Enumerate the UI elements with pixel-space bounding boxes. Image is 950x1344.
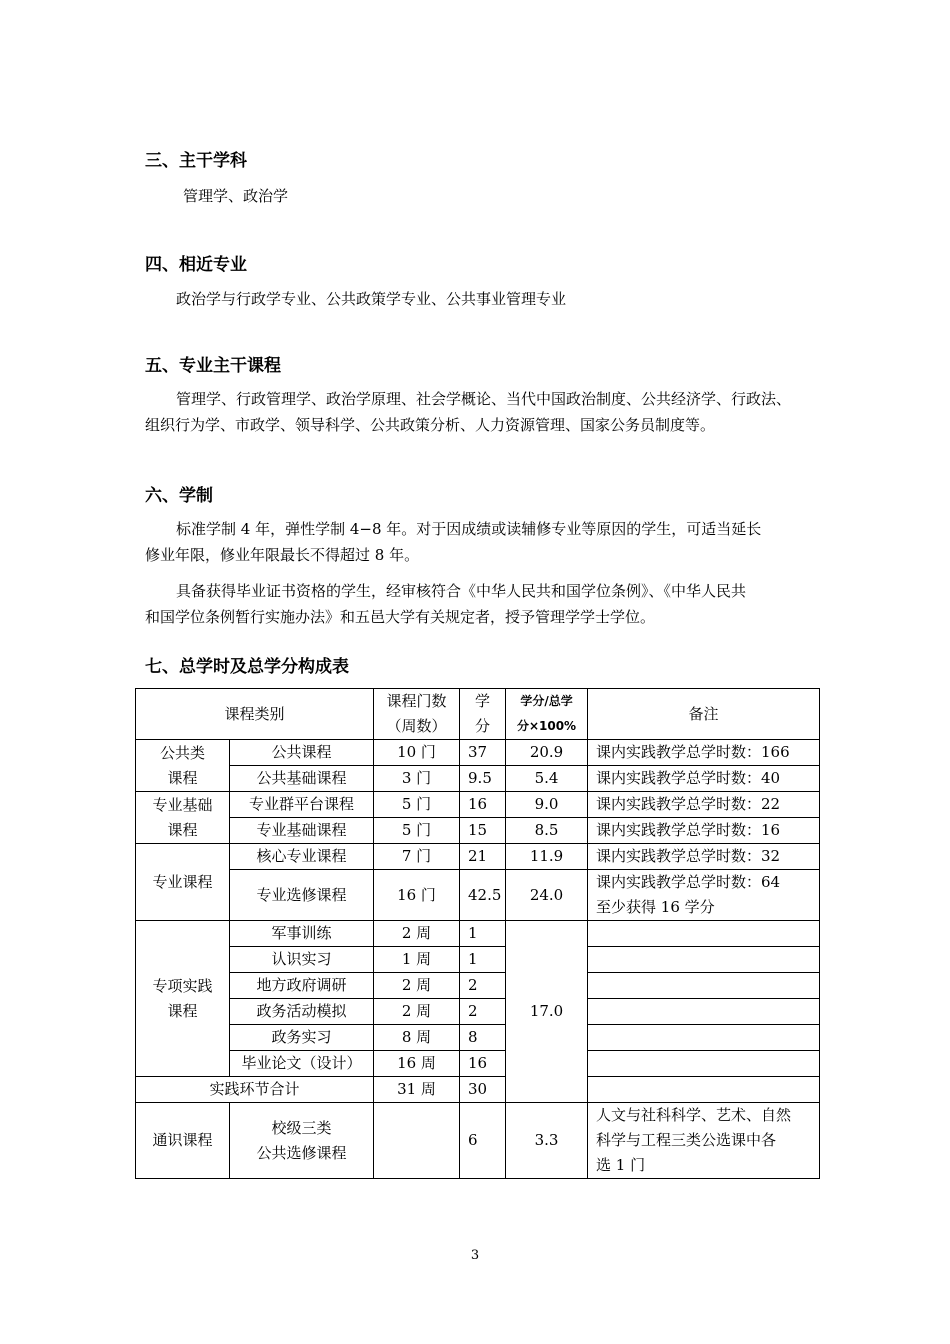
course-note: 人文与社科科学、艺术、自然 科学与工程三类公选课中各 选 1 门: [588, 1103, 820, 1179]
course-note: 课内实践教学总学时数：64 至少获得 16 学分: [588, 870, 820, 921]
course-credit: 6: [460, 1103, 506, 1179]
course-name: 公共基础课程: [230, 766, 374, 792]
course-credit: 37: [460, 740, 506, 766]
course-name: 认识实习: [230, 947, 374, 973]
section-text-5-line1: 管理学、行政管理学、政治学原理、社会学概论、当代中国政治制度、公共经济学、行政法、: [176, 390, 792, 408]
course-name: 公共课程: [230, 740, 374, 766]
course-name: 地方政府调研: [230, 973, 374, 999]
course-note: [588, 999, 820, 1025]
table-row: [136, 766, 820, 792]
practice-total-label: 实践环节合计: [136, 1077, 374, 1103]
course-note: 课内实践教学总学时数：40: [588, 766, 820, 792]
course-credit: 15: [460, 818, 506, 844]
course-credit: 16: [460, 1051, 506, 1077]
course-name: 政务活动模拟: [230, 999, 374, 1025]
section-heading-5: 五、专业主干课程: [145, 356, 281, 376]
table-row: [136, 818, 820, 844]
course-ratio: 11.9: [506, 844, 588, 870]
header-ratio: 学分/总学 分×100%: [506, 689, 588, 740]
course-ratio: 20.9: [506, 740, 588, 766]
group-basic: 专业基础 课程: [136, 792, 230, 844]
group-public: 公共类 课程: [136, 740, 230, 792]
table-row: [136, 1025, 820, 1051]
course-name: 政务实习: [230, 1025, 374, 1051]
course-count: 3 门: [374, 766, 460, 792]
course-count: 8 周: [374, 1025, 460, 1051]
table-row: [136, 973, 820, 999]
course-credit: 21: [460, 844, 506, 870]
course-count: 16 周: [374, 1051, 460, 1077]
section-text-6-p2-line1: 具备获得毕业证书资格的学生，经审核符合《中华人民共和国学位条例》、《中华人民共: [176, 582, 747, 600]
course-name: 专业选修课程: [230, 870, 374, 921]
course-ratio: 9.0: [506, 792, 588, 818]
course-note: [588, 1051, 820, 1077]
table-row: [136, 740, 820, 766]
table-row-practice-total: [136, 1077, 820, 1103]
course-note: [588, 1077, 820, 1103]
table-row: [136, 792, 820, 818]
course-credit: 16: [460, 792, 506, 818]
group-practice: 专项实践 课程: [136, 921, 230, 1077]
course-count: [374, 1103, 460, 1179]
course-credit: 1: [460, 921, 506, 947]
section-text-4: 政治学与行政学专业、公共政策学专业、公共事业管理专业: [176, 290, 567, 308]
table-row: [136, 921, 820, 947]
course-credit: 9.5: [460, 766, 506, 792]
section-text-6-p1-line1: 标准学制 4 年，弹性学制 4−8 年。对于因成绩或读辅修专业等原因的学生，可适当延长: [176, 520, 762, 538]
header-category: 课程类别: [136, 689, 374, 740]
course-ratio: 3.3: [506, 1103, 588, 1179]
course-note: 课内实践教学总学时数：32: [588, 844, 820, 870]
page-number: 3: [470, 1248, 480, 1263]
course-name: 军事训练: [230, 921, 374, 947]
course-note: [588, 921, 820, 947]
course-count: 1 周: [374, 947, 460, 973]
course-name: 专业基础课程: [230, 818, 374, 844]
section-heading-4: 四、相近专业: [145, 255, 247, 275]
table-row: [136, 947, 820, 973]
table-row: [136, 844, 820, 870]
course-name: 毕业论文（设计）: [230, 1051, 374, 1077]
course-name: 专业群平台课程: [230, 792, 374, 818]
course-note: 课内实践教学总学时数：22: [588, 792, 820, 818]
group-major: 专业课程: [136, 844, 230, 921]
course-count: 7 门: [374, 844, 460, 870]
credit-table: [135, 688, 820, 1179]
header-credit: 学 分: [460, 689, 506, 740]
header-count: 课程门数 （周数）: [374, 689, 460, 740]
course-credit: 1: [460, 947, 506, 973]
table-row-general: [136, 1103, 820, 1179]
course-count: 10 门: [374, 740, 460, 766]
table-header-row: [136, 689, 820, 740]
course-name: 校级三类 公共选修课程: [230, 1103, 374, 1179]
table-row: [136, 870, 820, 921]
course-credit: 8: [460, 1025, 506, 1051]
section-heading-3: 三、主干学科: [145, 151, 247, 171]
course-credit: 2: [460, 973, 506, 999]
practice-ratio: 17.0: [506, 921, 588, 1103]
course-name: 核心专业课程: [230, 844, 374, 870]
section-text-6-p1-line2: 修业年限，修业年限最长不得超过 8 年。: [145, 546, 420, 564]
course-ratio: 8.5: [506, 818, 588, 844]
course-credit: 42.5: [460, 870, 506, 921]
course-note: 课内实践教学总学时数：16: [588, 818, 820, 844]
practice-total-credit: 30: [460, 1077, 506, 1103]
table-row: [136, 1051, 820, 1077]
course-note: [588, 947, 820, 973]
section-heading-6: 六、学制: [145, 486, 213, 506]
course-note: 课内实践教学总学时数：166: [588, 740, 820, 766]
course-ratio: 5.4: [506, 766, 588, 792]
course-note: [588, 1025, 820, 1051]
section-text-3: 管理学、政治学: [183, 187, 289, 205]
course-count: 2 周: [374, 921, 460, 947]
course-ratio: 24.0: [506, 870, 588, 921]
section-text-6-p2-line2: 和国学位条例暂行实施办法》和五邑大学有关规定者，授予管理学学士学位。: [145, 608, 656, 626]
course-count: 5 门: [374, 818, 460, 844]
course-credit: 2: [460, 999, 506, 1025]
course-count: 5 门: [374, 792, 460, 818]
section-text-5-line2: 组织行为学、市政学、领导科学、公共政策分析、人力资源管理、国家公务员制度等。: [145, 416, 716, 434]
course-note: [588, 973, 820, 999]
header-note: 备注: [588, 689, 820, 740]
section-heading-7: 七、总学时及总学分构成表: [145, 657, 349, 677]
course-count: 2 周: [374, 973, 460, 999]
course-count: 16 门: [374, 870, 460, 921]
course-count: 2 周: [374, 999, 460, 1025]
group-general: 通识课程: [136, 1103, 230, 1179]
table-row: [136, 999, 820, 1025]
practice-total-count: 31 周: [374, 1077, 460, 1103]
